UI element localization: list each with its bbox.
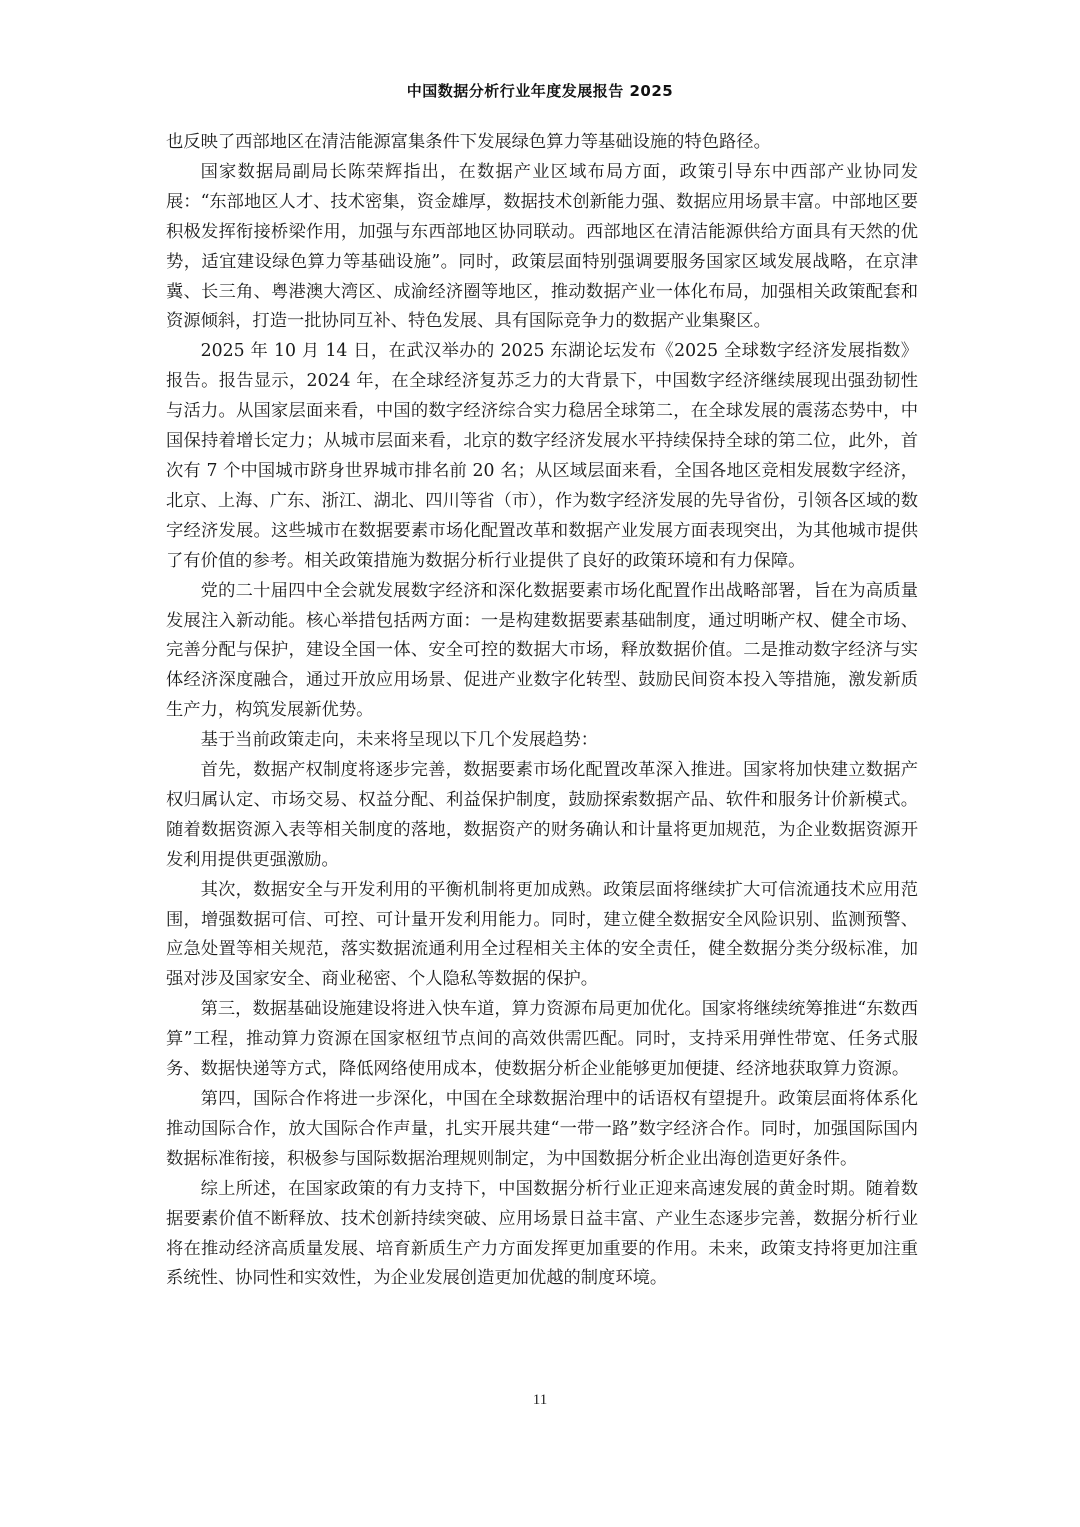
paragraph-regional-layout: 国家数据局副局长陈荣辉指出，在数据产业区域布局方面，政策引导东中西部产业协同发展：“东部地区人才、技术密集，资金雄厚，数据技术创新能力强、数据应用场景丰富。中部地区要积极发挥衔接桥梁作用，加强与东西部地区协同联动。西部地区在清洁能源供给方面具有天然的优势，适宜建设绿色算力等基础设施”。同时，政策层面特别强调要服务国家区域发展战略，在京津冀、长三角、粤港澳大湾区、成渝经济圈等地区，推动数据产业一体化布局，加强相关政策配套和资源倾斜，打造一批协同互补、特色发展、具有国际竞争力的数据产业集聚区。	[166, 161, 918, 332]
paragraph-trend-third: 第三，数据基础设施建设将进入快车道，算力资源布局更加优化。国家将继续统筹推进“东数西算”工程，推动算力资源在国家枢纽节点间的高效供需匹配。同时，支持采用弹性带宽、任务式服务、数据快递等方式，降低网络使用成本，使数据分析企业能够更加便捷、经济地获取算力资源。	[166, 999, 918, 1080]
paragraph-trends-intro: 基于当前政策走向，未来将呈现以下几个发展趋势：	[200, 730, 599, 751]
paragraph-trend-fourth: 第四，国际合作将进一步深化，中国在全球数据治理中的话语权有望提升。政策层面将体系化推动国际合作，放大国际合作声量，扎实开展共建“一带一路”数字经济合作。同时，加强国际国内数据标准衔接，积极参与国际数据治理规则制定，为中国数据分析企业出海创造更好条件。	[166, 1089, 918, 1169]
paragraph-trend-second: 其次，数据安全与开发利用的平衡机制将更加成熟。政策层面将继续扩大可信流通技术应用范围，增强数据可信、可控、可计量开发利用能力。同时，建立健全数据安全风险识别、监测预警、应急处置等相关规范，落实数据流通利用全过程相关主体的安全责任，健全数据分类分级标准，加强对涉及国家安全、商业秘密、个人隐私等数据的保护。	[166, 879, 918, 990]
paragraph-fourth-plenum: 党的二十届四中全会就发展数字经济和深化数据要素市场化配置作出战略部署，旨在为高质量发展注入新动能。核心举措包括两方面：一是构建数据要素基础制度，通过明晰产权、健全市场、完善分配与保护，建设全国一体、安全可控的数据大市场，释放数据价值。二是推动数字经济与实体经济深度融合，通过开放应用场景、促进产业数字化转型、鼓励民间资本投入等措施，激发新质生产力，构筑发展新优势。	[166, 580, 918, 721]
paragraph-conclusion: 综上所述，在国家政策的有力支持下，中国数据分析行业正迎来高速发展的黄金时期。随着数据要素价值不断释放、技术创新持续突破、应用场景日益丰富、产业生态逐步完善，数据分析行业将在推动经济高质量发展、培育新质生产力方面发挥更加重要的作用。未来，政策支持将更加注重系统性、协同性和实效性，为企业发展创造更加优越的制度环境。	[166, 1178, 918, 1289]
running-header: 中国数据分析行业年度发展报告 2025	[406, 82, 674, 100]
body-text	[166, 128, 918, 1294]
paragraph-continuation: 也反映了西部地区在清洁能源富集条件下发展绿色算力等基础设施的特色路径。	[166, 132, 771, 152]
paragraph-digital-economy-index: 2025 年 10 月 14 日，在武汉举办的 2025 东湖论坛发布《2025 全球数字经济发展指数》报告。报告显示，2024 年，在全球经济复苏乏力的大背景下，中国数字经济继续展现出强劲韧性与活力。从国家层面来看，中国的数字经济综合实力稳居全球第二，在全球发展的震荡态势中，中国保持着增长定力；从城市层面来看，北京的数字经济发展水平持续保持全球的第二位，此外，首次有 7 个中国城市跻身世界城市排名前 20 名；从区域层面来看，全国各地区竞相发展数字经济，北京、上海、广东、浙江、湖北、四川等省（市），作为数字经济发展的先导省份，引领各区域的数字经济发展。这些城市在数据要素市场化配置改革和数据产业发展方面表现突出，为其他城市提供了有价值的参考。相关政策措施为数据分析行业提供了良好的政策环境和有力保障。	[166, 341, 918, 571]
paragraph-trend-first: 首先，数据产权制度将逐步完善，数据要素市场化配置改革深入推进。国家将加快建立数据产权归属认定、市场交易、权益分配、利益保护制度，鼓励探索数据产品、软件和服务计价新模式。随着数据资源入表等相关制度的落地，数据资产的财务确认和计量将更加规范，为企业数据资源开发利用提供更强激励。	[166, 760, 918, 870]
page-number: 11	[532, 1392, 548, 1408]
